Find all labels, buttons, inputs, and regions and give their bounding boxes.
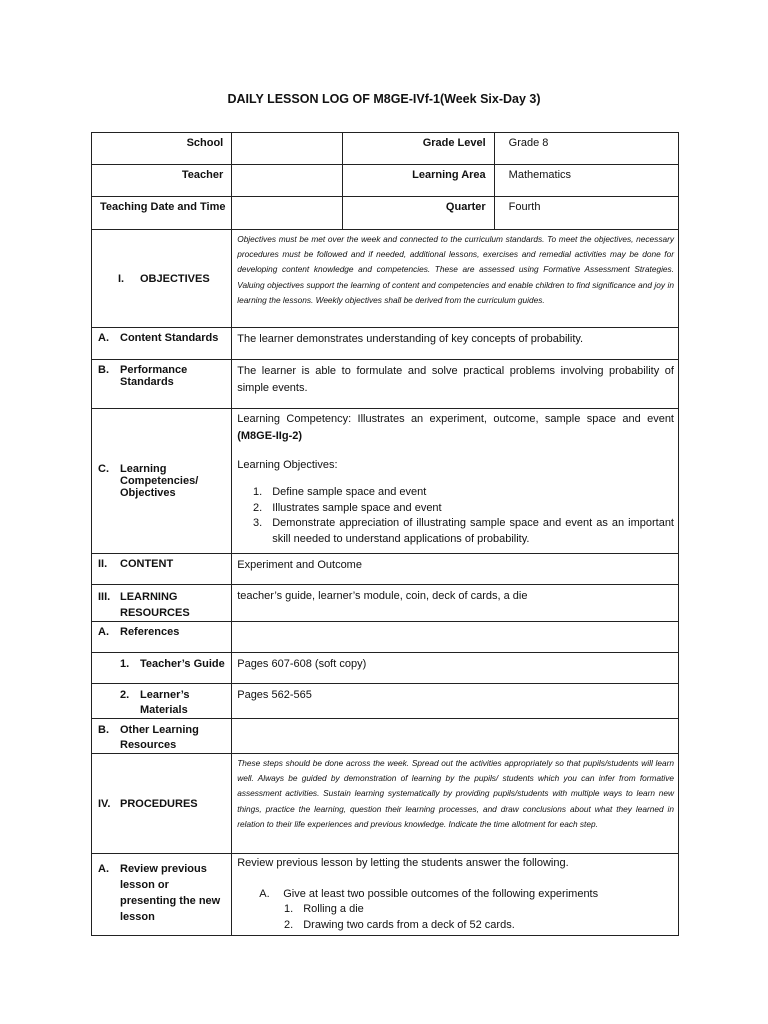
competencies-label: Learning Competencies/ Objectives xyxy=(120,463,199,499)
references-num: A. xyxy=(98,626,109,638)
competency-statement: Learning Competency: Illustrates an experiment, outcome, sample space and event (M8GE-IIg-2) xyxy=(237,413,674,442)
review-sub-item: A. Give at least two possible outcomes of the following experiments xyxy=(259,887,599,900)
teachers-guide-label: Teacher’s Guide xyxy=(140,658,225,670)
review-list xyxy=(237,902,674,933)
procedures-note: These steps should be done across the week. Spread out the activities appropriately so that pupils/students will learn well. Always be guided by demonstration of learning by the pupils/ students which you can infer from formative assessment activities. Sustain learning systematically by providing pupils/students with multiple ways to learn new things, practice the learning, question their learning processes, and draw conclusions about what they learned in relation to their life experiences and previous knowledge. Indicate the time allotment for each step. xyxy=(232,754,679,854)
competency-code: (M8GE-IIg-2) xyxy=(237,430,303,442)
list-item: 1. Define sample space and event xyxy=(253,486,427,498)
teacher-value xyxy=(232,165,343,197)
learners-materials-label: Learner’s Materials xyxy=(140,689,190,716)
list-item: 1. Rolling a die xyxy=(284,903,364,915)
date-value xyxy=(232,197,343,230)
content-num: II. xyxy=(98,558,108,570)
objectives-num: I. xyxy=(118,272,125,285)
resources-label: LEARNING RESOURCES xyxy=(120,591,190,619)
resources-text: teacher’s guide, learner’s module, coin, deck of cards, a die xyxy=(232,585,679,622)
date-row xyxy=(92,197,679,230)
grade-level-value: Grade 8 xyxy=(494,133,678,165)
review-row xyxy=(92,854,679,936)
other-resources-label: Other Learning Resources xyxy=(120,724,199,751)
performance-standards-label-cell xyxy=(92,360,232,409)
resources-label-cell xyxy=(92,585,232,622)
learners-materials-num: 2. xyxy=(120,689,130,701)
content-standards-row xyxy=(92,328,679,360)
objectives-list xyxy=(237,485,674,547)
quarter-value: Fourth xyxy=(494,197,678,230)
content-text: Experiment and Outcome xyxy=(232,554,679,585)
content-row xyxy=(92,554,679,585)
competencies-content xyxy=(232,409,679,554)
references-row xyxy=(92,622,679,653)
performance-standards-label: Performance Standards xyxy=(120,364,188,388)
learners-materials-row xyxy=(92,684,679,719)
performance-standards-num: B. xyxy=(98,364,109,376)
date-label: Teaching Date and Time xyxy=(92,197,232,230)
learning-area-label: Learning Area xyxy=(343,165,494,197)
objectives-label: OBJECTIVES xyxy=(140,272,210,285)
teacher-label: Teacher xyxy=(92,165,232,197)
competencies-num: C. xyxy=(98,463,109,475)
competencies-row xyxy=(92,409,679,554)
performance-standards-row xyxy=(92,360,679,409)
content-standards-text: The learner demonstrates understanding of key concepts of probability. xyxy=(232,328,679,360)
teachers-guide-text: Pages 607-608 (soft copy) xyxy=(232,653,679,684)
quarter-label: Quarter xyxy=(343,197,494,230)
learners-materials-label-cell xyxy=(92,684,232,719)
content-standards-num: A. xyxy=(98,332,109,344)
procedures-label-cell xyxy=(92,754,232,854)
references-label-cell xyxy=(92,622,232,653)
list-item: 2. Drawing two cards from a deck of 52 cards. xyxy=(284,918,515,931)
procedures-num: IV. xyxy=(98,797,111,810)
teachers-guide-num: 1. xyxy=(120,658,130,670)
objectives-note: Objectives must be met over the week and connected to the curriculum standards. To meet the objectives, necessary procedures must be followed and if needed, additional lessons, exercises and remedial activities may be done for developing content knowledge and competencies. These are assessed using Formative Assessment Strategies. Valuing objectives support the learning of content and competencies and enable children to find significance and joy in learning the lessons. Weekly objectives shall be derived from the curriculum guides. xyxy=(232,230,679,328)
objectives-row xyxy=(92,230,679,328)
review-label: Review previous lesson or presenting the new lesson xyxy=(120,863,221,923)
procedures-label: PROCEDURES xyxy=(120,797,198,810)
page-title: DAILY LESSON LOG OF M8GE-IVf-1(Week Six-Day 3) xyxy=(227,92,541,106)
review-content xyxy=(232,854,679,936)
procedures-row xyxy=(92,754,679,854)
other-resources-row xyxy=(92,719,679,754)
resources-num: III. xyxy=(98,591,111,603)
competencies-label-cell xyxy=(92,409,232,554)
content-label: CONTENT xyxy=(120,558,174,570)
learning-area-value: Mathematics xyxy=(494,165,678,197)
school-row xyxy=(92,133,679,165)
teacher-row xyxy=(92,165,679,197)
other-resources-label-cell xyxy=(92,719,232,754)
other-resources-text xyxy=(232,719,679,754)
objectives-heading: Learning Objectives: xyxy=(237,459,338,471)
performance-standards-text: The learner is able to formulate and solve practical problems involving probability of simple events. xyxy=(232,360,679,409)
content-standards-label: Content Standards xyxy=(120,332,219,344)
school-value xyxy=(232,133,343,165)
lesson-log-table xyxy=(91,132,679,936)
list-item: 3. Demonstrate appreciation of illustrating sample space and event as an important skill needed to understand applications of probability. xyxy=(253,517,674,545)
grade-level-label: Grade Level xyxy=(343,133,494,165)
objectives-label-cell xyxy=(92,230,232,328)
review-num: A. xyxy=(98,863,109,875)
resources-row xyxy=(92,585,679,622)
other-resources-num: B. xyxy=(98,724,109,736)
content-standards-label-cell xyxy=(92,328,232,360)
teachers-guide-label-cell xyxy=(92,653,232,684)
content-label-cell xyxy=(92,554,232,585)
school-label: School xyxy=(92,133,232,165)
learners-materials-text: Pages 562-565 xyxy=(232,684,679,719)
references-label: References xyxy=(120,626,180,638)
review-intro: Review previous lesson by letting the students answer the following. xyxy=(237,857,569,869)
references-text xyxy=(232,622,679,653)
list-item: 2. Illustrates sample space and event xyxy=(253,501,442,514)
review-label-cell xyxy=(92,854,232,936)
teachers-guide-row xyxy=(92,653,679,684)
